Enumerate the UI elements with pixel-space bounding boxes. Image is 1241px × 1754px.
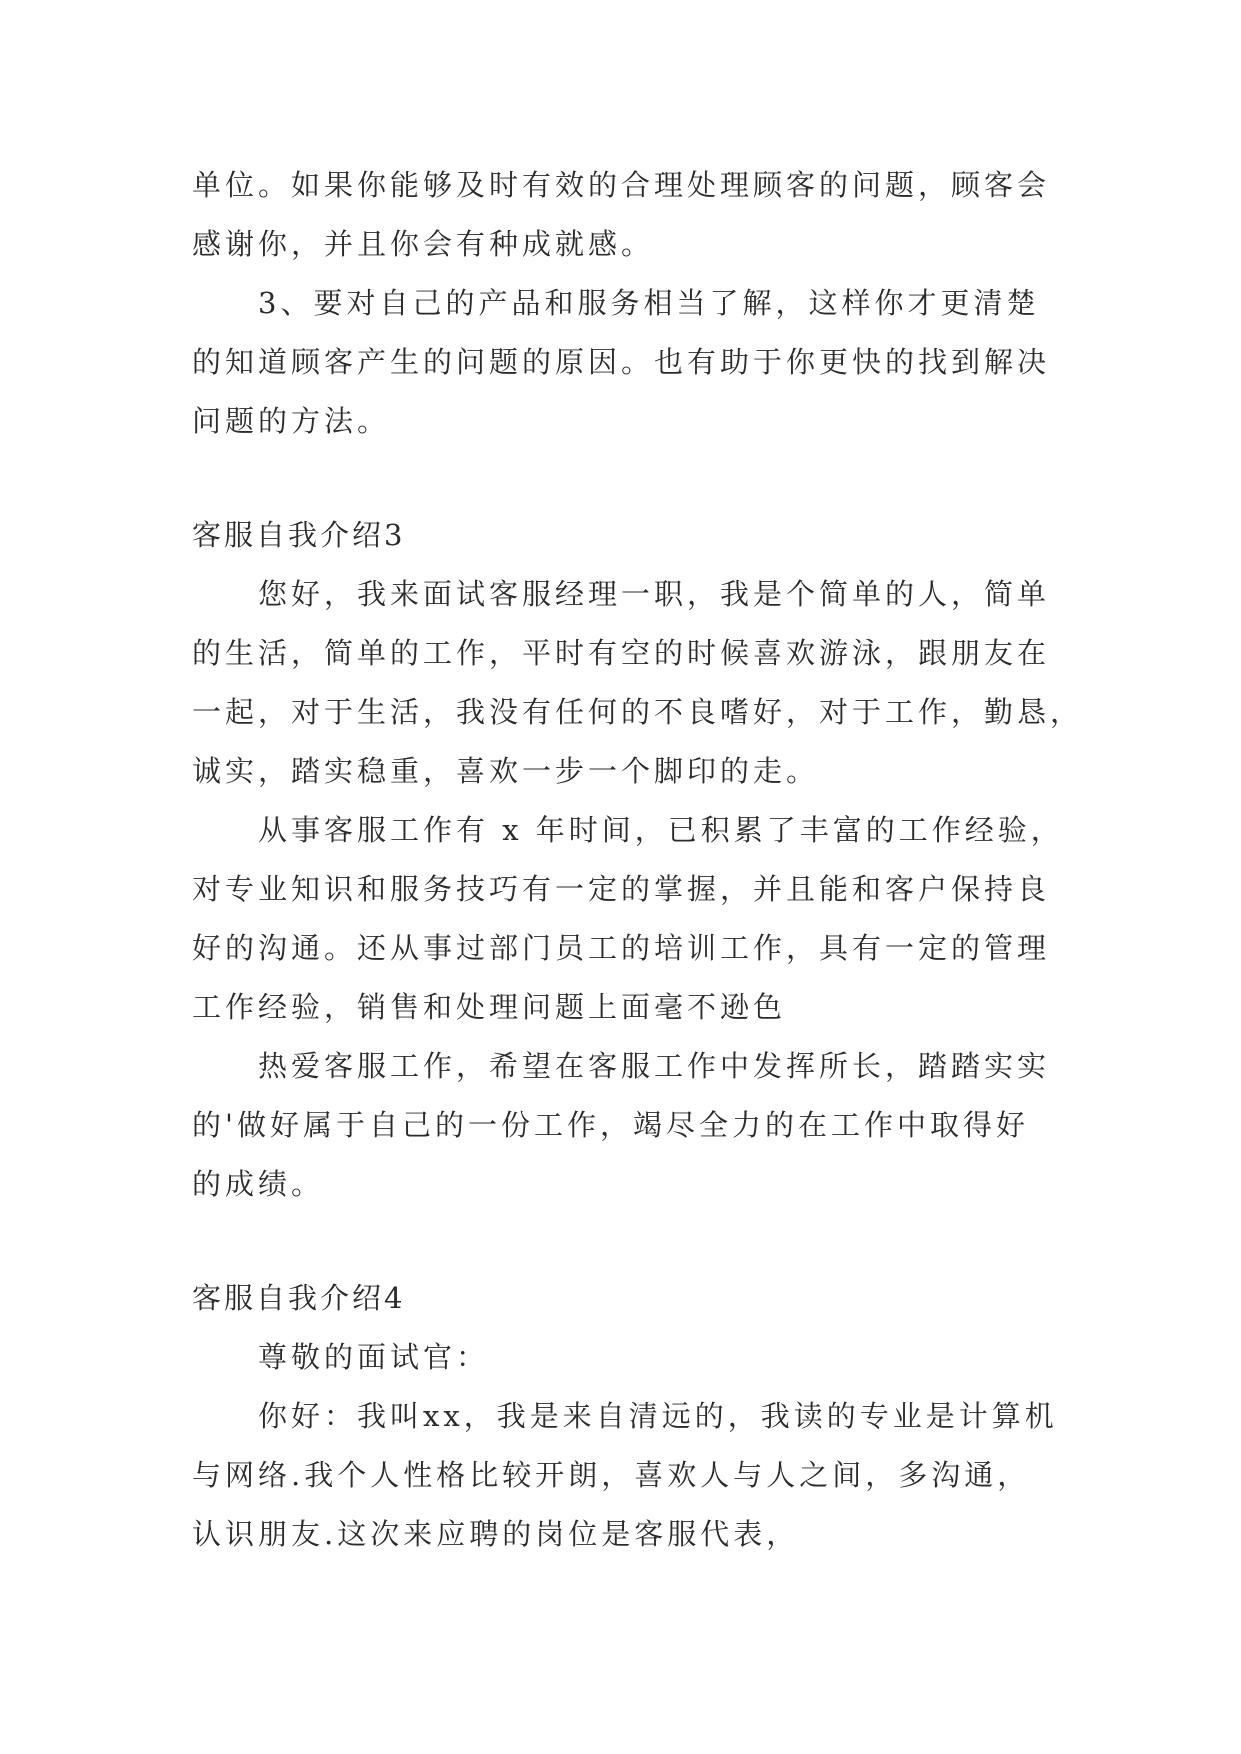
section3-para3-line-3: 的成绩。 <box>192 1167 325 1201</box>
section3-para2-line-4: 工作经验，销售和处理问题上面毫不逊色 <box>192 990 787 1024</box>
section4-para1-line-1: 你好：我叫xx，我是来自清远的，我读的专业是计算机 <box>258 1399 1058 1433</box>
section3-para2-line-3: 好的沟通。还从事过部门员工的培训工作，具有一定的管理 <box>192 931 1051 965</box>
section3-para3-line-2: 的'做好属于自己的一份工作，竭尽全力的在工作中取得好 <box>192 1108 1029 1142</box>
point3-line-1: 3、要对自己的产品和服务相当了解，这样你才更清楚 <box>258 286 1040 320</box>
section3-para1-line-4: 诚实，踏实稳重，喜欢一步一个脚印的走。 <box>192 754 820 788</box>
section3-para1-line-2: 的生活，简单的工作，平时有空的时候喜欢游泳，跟朋友在 <box>192 636 1051 670</box>
section3-para2-line-1: 从事客服工作有 x 年时间，已积累了丰富的工作经验， <box>258 813 1064 847</box>
point3-line-2: 的知道顾客产生的问题的原因。也有助于你更快的找到解决 <box>192 345 1051 379</box>
section3-para3-line-1: 热爱客服工作，希望在客服工作中发挥所长，踏踏实实 <box>258 1049 1051 1083</box>
section3-para2-line-2: 对专业知识和服务技巧有一定的掌握，并且能和客户保持良 <box>192 872 1051 906</box>
intro-tail-line-2: 感谢你，并且你会有种成就感。 <box>192 227 655 261</box>
section4-salutation: 尊敬的面试官： <box>258 1340 490 1374</box>
section3-para1-line-1: 您好，我来面试客服经理一职，我是个简单的人，简单 <box>258 577 1051 611</box>
section4-para1-line-3: 认识朋友.这次来应聘的岗位是客服代表， <box>192 1517 800 1551</box>
intro-tail-line-1: 单位。如果你能够及时有效的合理处理顾客的问题，顾客会 <box>192 168 1051 202</box>
point3-line-3: 问题的方法。 <box>192 404 391 438</box>
section3-para1-line-3: 一起，对于生活，我没有任何的不良嗜好，对于工作，勤恳， <box>192 695 1084 729</box>
section3-heading: 客服自我介绍3 <box>192 518 406 552</box>
section4-para1-line-2: 与网络.我个人性格比较开朗，喜欢人与人之间，多沟通， <box>192 1458 1031 1492</box>
section4-heading: 客服自我介绍4 <box>192 1281 406 1315</box>
